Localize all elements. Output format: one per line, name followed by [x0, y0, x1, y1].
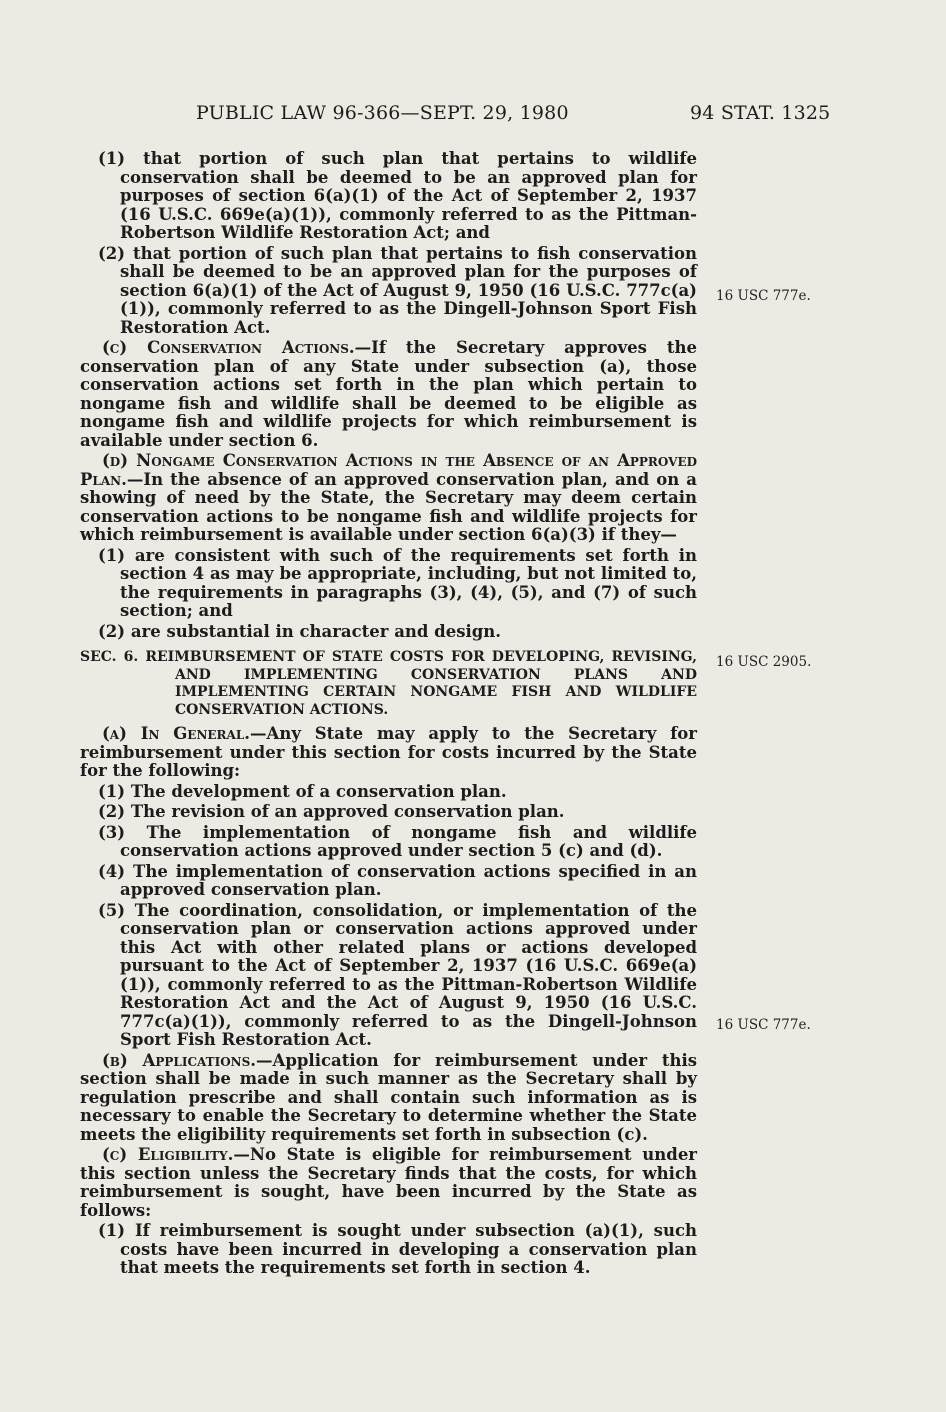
margin-note-usc-777e: 16 USC 777e. — [716, 288, 811, 304]
margin-note-usc-2905: 16 USC 2905. — [716, 654, 812, 670]
paragraph-1: (1) that portion of such plan that pertains to wildlife conservation shall be deemed to be an approved plan for purposes of section 6(a)(1) of the Act of September 2, 1937 (16 U.S.C. 669e(a)(1)), commonly referred to as the Pittman-Robertson Wildlife Restoration Act; and — [98, 149, 697, 242]
subsection-a-item-1: (1) The development of a conservation plan. — [98, 781, 507, 801]
subsection-c-text: —If the Secretary approves the conservation plan of any State under subsection (a), those conservation actions set forth in the plan which pertain to nongame fish and wildlife shall be deemed to be eligible as nongame fish and wildlife projects for which reimbursement is available under section 6. — [80, 338, 697, 450]
body-column — [80, 150, 697, 1280]
paragraph-2: (2) that portion of such plan that pertains to fish conservation shall be deemed to be an approved plan for the purposes of section 6(a)(1) of the Act of August 9, 1950 (16 U.S.C. 777c(a)(1)), commonly referred to as the Dingell-Johnson Sport Fish Restoration Act. — [98, 243, 697, 337]
subsection-d-heading: (d) Nongame Conservation Actions in the Absence of an Approved Plan. — [80, 451, 698, 489]
subsection-a-item-5: (5) The coordination, consolidation, or implementation of the conservation plan or conservation actions approved under this Act with other related plans or actions developed pursuant to the Act of September 2, 1937 (16 U.S.C. 669e(a)(1)), commonly referred to as the Pittman-Robertson Wildlife Restoration Act and the Act of August 9, 1950 (16 U.S.C. 777c(a)(1)), commonly referred to as the Dingell-Johnson Sport Fish Restoration Act. — [98, 900, 697, 1049]
margin-note-usc-777e-second: 16 USC 777e. — [716, 1017, 811, 1033]
subsection-d-item-2: (2) are substantial in character and design. — [98, 621, 502, 641]
subsection-a-item-4: (4) The implementation of conservation actions specified in an approved conservation plan. — [98, 861, 697, 899]
subsection-c-eligibility — [80, 1146, 697, 1220]
subsection-c-eligibility-item-1: (1) If reimbursement is sought under subsection (a)(1), such costs have been incurred in developing a conservation plan that meets the requirements set forth in section 4. — [98, 1221, 697, 1277]
subsection-d — [80, 452, 697, 545]
subsection-b-text: —Application for reimbursement under this section shall be made in such manner as the Secretary shall by regulation prescribe and shall contain such information as is necessary to enable the Secretary to determine whether the State meets the eligibility requirements set forth in subsection (c). — [80, 1050, 698, 1144]
subsection-b-heading: (b) Applications. — [102, 1050, 257, 1070]
subsection-a-text: —Any State may apply to the Secretary for reimbursement under this section for costs incurred by the State for the following: — [80, 724, 697, 780]
subsection-a-item-3: (3) The implementation of nongame fish and wildlife conservation actions approved under section 5 (c) and (d). — [98, 822, 697, 860]
subsection-d-item-1: (1) are consistent with such of the requirements set forth in section 4 as may be appropriate, including, but not limited to, the requirements in paragraphs (3), (4), (5), and (7) of such section; and — [98, 545, 697, 620]
section-6-heading: SEC. 6. REIMBURSEMENT OF STATE COSTS FOR DEVELOPING, REVISING, AND IMPLEMENTING CONSERVATION PLANS AND IMPLEMENTING CERTAIN NONGAME FISH AND WILDLIFE CONSERVATION ACTIONS. — [80, 649, 697, 718]
subsection-c-eligibility-heading: (c) Eligibility. — [102, 1145, 234, 1164]
subsection-a — [80, 725, 697, 781]
subsection-c-heading: (c) Conservation Actions. — [102, 338, 355, 357]
page-header-stat: 94 STAT. 1325 — [690, 102, 831, 124]
subsection-c-eligibility-text: —No State is eligible for reimbursement under this section unless the Secretary finds that the costs, for which reimbursement is sought, have been incurred by the State as follows: — [80, 1145, 698, 1220]
subsection-a-heading: (a) In General. — [102, 724, 251, 743]
subsection-c — [80, 339, 697, 450]
subsection-b — [80, 1052, 697, 1145]
page-header-title: PUBLIC LAW 96-366—SEPT. 29, 1980 — [196, 102, 569, 124]
subsection-a-item-2: (2) The revision of an approved conservation plan. — [98, 802, 565, 821]
subsection-d-text: —In the absence of an approved conservation plan, and on a showing of need by the State, the Secretary may deem certain conservation actions to be nongame fish and wildlife projects for which reimbursement is available under section 6(a)(3) if they— — [80, 469, 697, 544]
